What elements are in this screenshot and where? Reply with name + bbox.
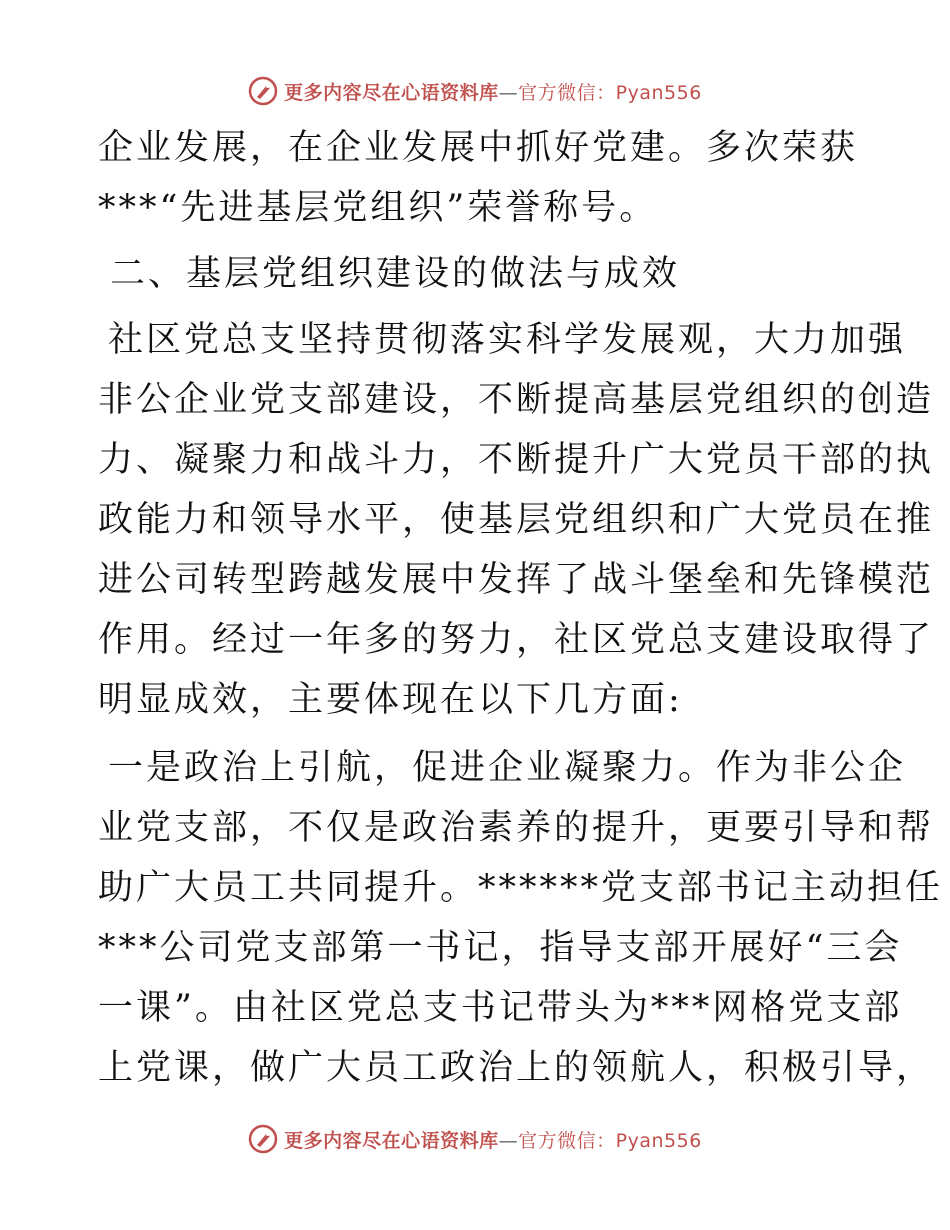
text-line: 非公企业党支部建设，不断提高基层党组织的创造 bbox=[98, 380, 935, 420]
paragraph-practice bbox=[98, 310, 935, 730]
watermark-brand: 更多内容尽在心语资料库 bbox=[284, 1129, 499, 1152]
text-line: ***公司党支部第一书记，指导支部开展好“三会 bbox=[98, 928, 903, 968]
text-line: 上党课，做广大员工政治上的领航人，积极引导， bbox=[98, 1048, 935, 1088]
text-line: 作用。经过一年多的努力，社区党总支建设取得了 bbox=[98, 620, 935, 660]
watermark-header bbox=[0, 76, 950, 106]
pen-nib-icon bbox=[248, 1124, 278, 1154]
watermark-footer bbox=[0, 1124, 950, 1154]
text-line: 明显成效，主要体现在以下几方面: bbox=[98, 680, 683, 720]
paragraph-politics bbox=[98, 738, 944, 1098]
text-line: 业党支部，不仅是政治素养的提升，更要引导和帮 bbox=[98, 808, 935, 848]
watermark-contact: 官方微信：Pyan556 bbox=[518, 1129, 702, 1152]
section-heading: 二、基层党组织建设的做法与成效 bbox=[110, 254, 681, 294]
watermark-brand: 更多内容尽在心语资料库 bbox=[284, 81, 499, 104]
text-line: 一是政治上引航，促进企业凝聚力。作为非公企 bbox=[108, 748, 907, 788]
text-line: ***“先进基层党组织”荣誉称号。 bbox=[98, 188, 658, 228]
watermark-dash: — bbox=[498, 81, 519, 104]
watermark-dash: — bbox=[498, 1129, 519, 1152]
paragraph-intro bbox=[98, 118, 858, 238]
document-body bbox=[98, 118, 944, 1098]
text-line: 力、凝聚力和战斗力，不断提升广大党员干部的执 bbox=[98, 440, 935, 480]
text-line: 企业发展，在企业发展中抓好党建。多次荣获 bbox=[98, 128, 859, 168]
watermark-contact: 官方微信：Pyan556 bbox=[518, 81, 702, 104]
text-line: 助广大员工共同提升。******党支部书记主动担任 bbox=[98, 868, 944, 908]
text-line: 一课”。由社区党总支书记带头为***网格党支部 bbox=[98, 988, 903, 1028]
text-line: 社区党总支坚持贯彻落实科学发展观，大力加强 bbox=[108, 320, 907, 360]
text-line: 进公司转型跨越发展中发挥了战斗堡垒和先锋模范 bbox=[98, 560, 935, 600]
text-line: 政能力和领导水平，使基层党组织和广大党员在推 bbox=[98, 500, 935, 540]
pen-nib-icon bbox=[248, 76, 278, 106]
